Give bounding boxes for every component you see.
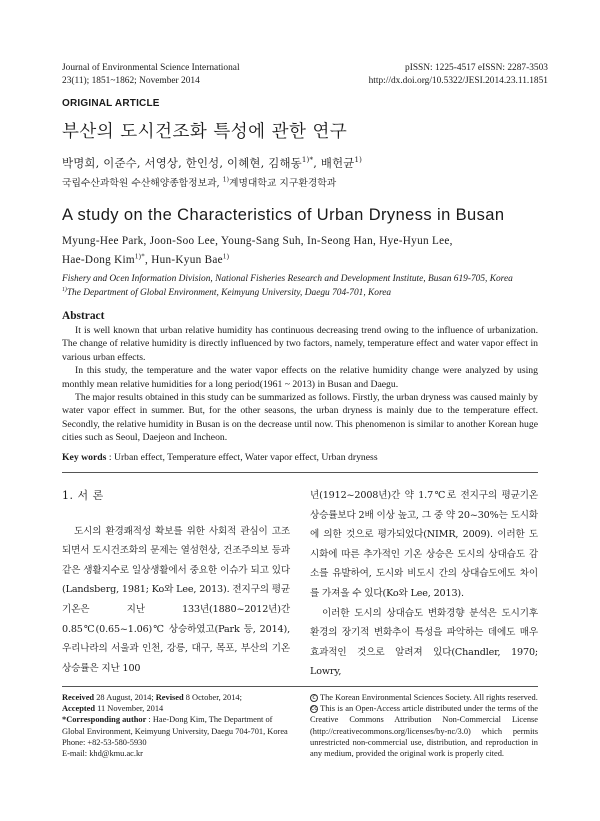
english-authors-line2 (62, 251, 538, 270)
corresponding-author-label: *Corresponding author (62, 715, 147, 725)
issn: pISSN: 1225-4517 eISSN: 2287-3503 (405, 63, 548, 73)
korean-affil-tail: 계명대학교 지구환경학과 (229, 178, 337, 189)
phone: Phone: +82-53-580-5930 (62, 737, 147, 747)
copyright-line (310, 692, 538, 703)
section-title: 1. 서 론 (62, 489, 104, 502)
body-column-left (62, 486, 290, 678)
body-column-right (310, 486, 538, 682)
license-footnote (310, 692, 538, 759)
korean-affiliation (62, 175, 336, 189)
email-link[interactable]: E-mail: khd@kmu.ac.kr (62, 749, 143, 759)
english-authors-sup: 1)* (134, 252, 146, 261)
english-authors-line1: Myung-Hee Park, Joon-Soo Lee, Young-Sang Suh, In-Seong Han, Hye-Hyun Lee, (62, 235, 453, 247)
korean-authors-tail: , 배헌균 (313, 156, 355, 170)
english-affil2: The Department of Global Environment, Keimyung University, Daegu 704-701, Korea (66, 288, 392, 298)
accepted-line (62, 703, 290, 714)
english-authors (62, 232, 538, 270)
abstract-heading: Abstract (62, 310, 105, 322)
body-paragraph: 도시의 환경쾌적성 확보를 위한 사회적 관심이 고조되면서 도시건조화의 문제는 열섬현상, 건조주의보 등과 같은 생활지수로 일상생활에서 중요한 이슈가 되고 있다(Landsberg, 1981; Ko와 Lee, 2013). 전지구의 평균기온은 지난 133년(1880~2012년)간 0.85℃(0.65~1.06)℃ 상승하였고(Park 등, 2014), 우리나라의 서울과 인천, 강릉, 대구, 목포, 부산의 기온 상승률은 지난 100 (62, 525, 291, 674)
copyright-text: The Korean Environmental Sciences Society. All rights reserved. (319, 693, 538, 702)
english-affiliation (62, 272, 513, 300)
creative-commons-icon: cc (311, 705, 318, 713)
english-affil2-sup: 1) (62, 286, 67, 293)
korean-authors (62, 155, 362, 171)
received-date: 28 August, 2014; (94, 693, 156, 702)
body-paragraph: 년(1912~2008년)간 약 1.7℃로 전지구의 평균기온 상승률보다 2배 이상 높고, 그 중 약 20~30%는 도시화에 의한 것으로 평가되었다(NIMR, 2009). 이러한 도시화에 따른 추가적인 기온 상승은 도시의 상대습도 감소를 유발하여, 도시와 비도시 간의 상대습도에도 차이를 가져올 수 있다(Ko와 Lee, 2013). (310, 490, 538, 599)
journal-name: Journal of Environmental Science International (62, 63, 240, 73)
received-line (62, 692, 290, 703)
korean-affil-sup: 1) (222, 176, 229, 184)
body-paragraph: 이러한 도시의 상대습도 변화경향 분석은 도시기후 환경의 장기적 변화추이 특성을 파악하는 데에도 매우 효과적인 것으로 알려져 있다(Chandler, 1970; Lowry, (310, 607, 538, 678)
license-text: This is an Open-Access article distributed under the terms of the Creative Commons Attribution Non-Commercial License (http://creativecommons.org/licenses/by-nc/3.0) which permits unrestricted non-commercial use, distribution, and reproduction in any medium, provided the original work is properly cited. (310, 704, 538, 759)
received-label: Received (62, 693, 95, 702)
journal-issue: 23(11); 1851~1862; November 2014 (62, 76, 200, 86)
accepted-label: Accepted (62, 704, 96, 714)
english-affil2-line (62, 286, 513, 300)
korean-authors-main: 박명희, 이준수, 서영상, 한인성, 이혜현, 김해동 (62, 156, 302, 170)
journal-header-right (369, 62, 548, 88)
english-authors-line2-main: Hae-Dong Kim (62, 254, 135, 266)
korean-authors-sup: 1)* (301, 155, 314, 165)
abstract-paragraph: It is well known that urban relative humidity has continuous decreasing trend owing to the influence of urbanization. The change of relative humidity is directly influenced by two factors, namely, temperature effect and water vapor effect in various urban effects. (62, 325, 538, 363)
article-type: ORIGINAL ARTICLE (62, 98, 160, 109)
accepted-date: 11 November, 2014 (95, 704, 164, 714)
abstract-paragraph: The major results obtained in this study can be summarized as follows. Firstly, the urban dryness was caused mainly by water vapor effect in summer. But, for the other seasons, the urban dryness is mainly due to the temperature effect. Secondly, the relative humidity in Busan is on the decrease until now. This phenomenon is similar to another Korean huge cities such as Seoul, Daejeon and Incheon. (62, 392, 538, 444)
revised-date: 8 October, 2014; (183, 693, 242, 702)
korean-title: 부산의 도시건조화 특성에 관한 연구 (62, 122, 348, 142)
article-history-footnote (62, 692, 290, 759)
abstract-paragraph: In this study, the temperature and the water vapor effects on the relative humidity change were analyzed by using monthly mean relative humidities for a long period(1961 ~ 2013) in Busan and Daegu. (62, 365, 538, 390)
korean-affil-main: 국립수산과학원 수산해양종합정보과, (62, 178, 223, 189)
keywords-text: : Urban effect, Temperature effect, Water vapor effect, Urban dryness (106, 452, 378, 463)
journal-header-left (62, 62, 240, 88)
corresponding-author-text: : Hae-Dong Kim, The Department of Global Environment, Keimyung University, Daegu 704-701, Korea (62, 715, 288, 736)
english-affil1: Fishery and Ocen Information Division, National Fisheries Research and Development Institute, Busan 619-705, Korea (62, 274, 513, 284)
english-authors-tail: , Hun-Kyun Bae (145, 254, 223, 266)
license-line (310, 703, 538, 759)
copyright-icon: c (310, 694, 318, 702)
keywords (62, 452, 378, 463)
english-title: A study on the Characteristics of Urban Dryness in Busan (62, 206, 505, 224)
divider (62, 686, 538, 687)
doi-link[interactable]: http://dx.doi.org/10.5322/JESI.2014.23.11.1851 (368, 76, 548, 86)
abstract-body (62, 324, 538, 445)
english-authors-sup2: 1) (222, 252, 230, 261)
revised-label: Revised (155, 693, 184, 702)
divider (62, 472, 538, 473)
korean-authors-sup2: 1) (354, 155, 363, 165)
keywords-label: Key words (62, 452, 107, 463)
corresponding-author (62, 714, 290, 736)
